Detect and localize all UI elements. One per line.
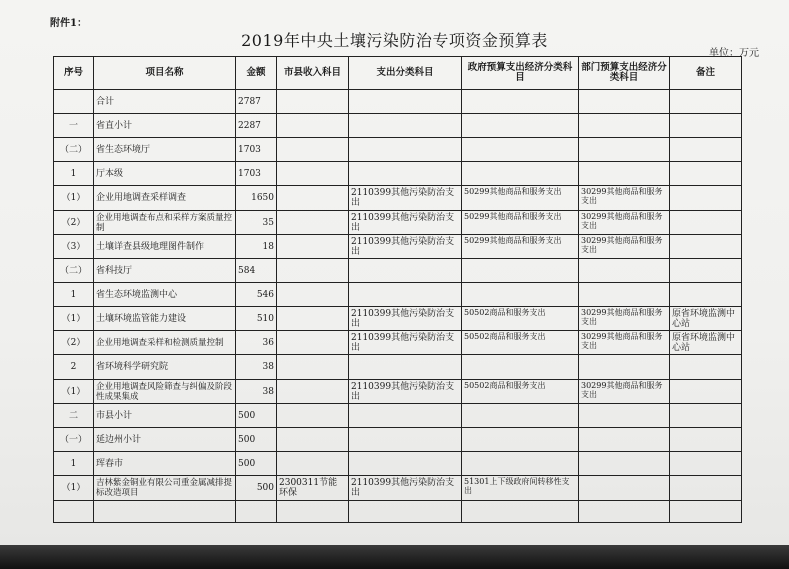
cell-dept-econ-subject	[579, 283, 670, 307]
cell-seq: （1）	[54, 186, 94, 211]
cell-seq: 1	[54, 162, 94, 186]
cell-city-income-subject	[277, 307, 349, 331]
table-row	[54, 138, 742, 162]
cell-dept-econ-subject	[579, 114, 670, 138]
cell-city-income-subject	[277, 235, 349, 259]
cell-project-name: 企业用地调查布点和采样方案质量控制	[94, 211, 236, 235]
cell-expense-subject: 2110399其他污染防治支出	[349, 307, 462, 331]
cell-city-income-subject	[277, 186, 349, 211]
cell-remark	[670, 186, 742, 211]
cell-city-income-subject	[277, 404, 349, 428]
table-row	[54, 235, 742, 259]
cell-gov-econ-subject	[462, 404, 579, 428]
cell-remark	[670, 235, 742, 259]
cell-remark	[670, 259, 742, 283]
table-row	[54, 476, 742, 501]
cell-city-income-subject	[277, 162, 349, 186]
table-row	[54, 186, 742, 211]
cell-remark	[670, 428, 742, 452]
cell-expense-subject: 2110399其他污染防治支出	[349, 380, 462, 404]
cell-city-income-subject	[277, 428, 349, 452]
cell-remark	[670, 211, 742, 235]
table-row	[54, 114, 742, 138]
cell-seq: （2）	[54, 331, 94, 355]
cell-city-income-subject	[277, 211, 349, 235]
table-row	[54, 211, 742, 235]
cell-dept-econ-subject: 30299其他商品和服务支出	[579, 235, 670, 259]
cell-expense-subject	[349, 259, 462, 283]
cell-project-name: 市县小计	[94, 404, 236, 428]
scan-edge-shadow	[0, 545, 789, 569]
cell-gov-econ-subject	[462, 90, 579, 114]
cell-amount: 500	[236, 452, 277, 476]
header-project-name: 项目名称	[94, 57, 236, 90]
cell-city-income-subject	[277, 331, 349, 355]
cell-project-name	[94, 501, 236, 523]
table-header	[54, 57, 742, 90]
cell-amount: 584	[236, 259, 277, 283]
cell-gov-econ-subject: 50502商品和服务支出	[462, 380, 579, 404]
cell-dept-econ-subject: 30299其他商品和服务支出	[579, 307, 670, 331]
cell-seq: 1	[54, 283, 94, 307]
table-row	[54, 283, 742, 307]
cell-project-name: 珲春市	[94, 452, 236, 476]
cell-remark	[670, 501, 742, 523]
cell-project-name: 吉林紫金铜业有限公司重金属减排提标改造项目	[94, 476, 236, 501]
cell-gov-econ-subject	[462, 355, 579, 380]
cell-expense-subject	[349, 114, 462, 138]
cell-seq: 2	[54, 355, 94, 380]
unit-label: 单位：万元	[709, 48, 759, 59]
cell-gov-econ-subject	[462, 114, 579, 138]
cell-dept-econ-subject	[579, 404, 670, 428]
cell-amount: 2787	[236, 90, 277, 114]
cell-dept-econ-subject: 30299其他商品和服务支出	[579, 331, 670, 355]
cell-gov-econ-subject	[462, 259, 579, 283]
cell-amount	[236, 501, 277, 523]
cell-amount: 35	[236, 211, 277, 235]
cell-remark	[670, 355, 742, 380]
table-body	[54, 90, 742, 523]
budget-table	[53, 56, 742, 523]
cell-seq: （一）	[54, 428, 94, 452]
cell-amount: 510	[236, 307, 277, 331]
cell-project-name: 土壤详查县级地理图件制作	[94, 235, 236, 259]
cell-amount: 2287	[236, 114, 277, 138]
cell-dept-econ-subject	[579, 428, 670, 452]
cell-dept-econ-subject: 30299其他商品和服务支出	[579, 186, 670, 211]
document-title: 2019年中央土壤污染防治专项资金预算表	[241, 31, 548, 50]
cell-seq: 一	[54, 114, 94, 138]
cell-city-income-subject	[277, 355, 349, 380]
cell-remark	[670, 404, 742, 428]
header-city-income-subject: 市县收入科目	[277, 57, 349, 90]
cell-amount: 38	[236, 380, 277, 404]
cell-project-name: 合计	[94, 90, 236, 114]
cell-amount: 500	[236, 428, 277, 452]
table-row	[54, 380, 742, 404]
cell-city-income-subject	[277, 138, 349, 162]
cell-seq: （二）	[54, 259, 94, 283]
cell-city-income-subject	[277, 90, 349, 114]
cell-seq: （二）	[54, 138, 94, 162]
cell-remark	[670, 283, 742, 307]
cell-expense-subject: 2110399其他污染防治支出	[349, 331, 462, 355]
cell-gov-econ-subject: 50299其他商品和服务支出	[462, 186, 579, 211]
cell-expense-subject	[349, 138, 462, 162]
header-dept-econ-subject: 部门预算支出经济分类科目	[579, 57, 670, 90]
cell-seq: （2）	[54, 211, 94, 235]
cell-amount: 546	[236, 283, 277, 307]
cell-expense-subject	[349, 452, 462, 476]
cell-dept-econ-subject	[579, 162, 670, 186]
cell-dept-econ-subject	[579, 501, 670, 523]
cell-seq: （3）	[54, 235, 94, 259]
table-row	[54, 355, 742, 380]
cell-amount: 500	[236, 476, 277, 501]
header-gov-econ-subject: 政府预算支出经济分类科目	[462, 57, 579, 90]
cell-amount: 36	[236, 331, 277, 355]
cell-gov-econ-subject: 50299其他商品和服务支出	[462, 211, 579, 235]
cell-amount: 1703	[236, 138, 277, 162]
cell-project-name: 省生态环境厅	[94, 138, 236, 162]
cell-city-income-subject	[277, 452, 349, 476]
table-row	[54, 331, 742, 355]
cell-project-name: 厅本级	[94, 162, 236, 186]
cell-dept-econ-subject	[579, 90, 670, 114]
cell-gov-econ-subject: 50502商品和服务支出	[462, 331, 579, 355]
cell-dept-econ-subject	[579, 452, 670, 476]
cell-project-name: 省科技厅	[94, 259, 236, 283]
cell-seq: 1	[54, 452, 94, 476]
cell-project-name: 企业用地调查采样调查	[94, 186, 236, 211]
table-row	[54, 452, 742, 476]
table-row	[54, 90, 742, 114]
cell-remark: 原省环境监测中心站	[670, 331, 742, 355]
cell-city-income-subject	[277, 114, 349, 138]
cell-seq: （1）	[54, 380, 94, 404]
cell-project-name: 省环境科学研究院	[94, 355, 236, 380]
cell-dept-econ-subject: 30299其他商品和服务支出	[579, 380, 670, 404]
cell-gov-econ-subject	[462, 283, 579, 307]
cell-expense-subject	[349, 90, 462, 114]
table-row	[54, 501, 742, 523]
cell-project-name: 企业用地调查风险筛查与纠偏及阶段性成果集成	[94, 380, 236, 404]
cell-gov-econ-subject	[462, 162, 579, 186]
header-amount: 金额	[236, 57, 277, 90]
cell-remark	[670, 162, 742, 186]
cell-gov-econ-subject: 50299其他商品和服务支出	[462, 235, 579, 259]
cell-amount: 18	[236, 235, 277, 259]
table-row	[54, 259, 742, 283]
cell-dept-econ-subject	[579, 476, 670, 501]
cell-city-income-subject	[277, 259, 349, 283]
cell-project-name: 延边州小计	[94, 428, 236, 452]
cell-dept-econ-subject	[579, 259, 670, 283]
header-seq: 序号	[54, 57, 94, 90]
cell-city-income-subject	[277, 283, 349, 307]
cell-gov-econ-subject	[462, 138, 579, 162]
cell-expense-subject: 2110399其他污染防治支出	[349, 186, 462, 211]
cell-expense-subject	[349, 162, 462, 186]
cell-remark	[670, 476, 742, 501]
cell-remark: 原省环境监测中心站	[670, 307, 742, 331]
cell-project-name: 企业用地调查采样和检测质量控制	[94, 331, 236, 355]
cell-remark	[670, 90, 742, 114]
table-row	[54, 428, 742, 452]
cell-expense-subject	[349, 428, 462, 452]
cell-expense-subject	[349, 404, 462, 428]
cell-dept-econ-subject: 30299其他商品和服务支出	[579, 211, 670, 235]
cell-project-name: 省直小计	[94, 114, 236, 138]
cell-gov-econ-subject	[462, 428, 579, 452]
cell-dept-econ-subject	[579, 138, 670, 162]
cell-expense-subject: 2110399其他污染防治支出	[349, 235, 462, 259]
cell-amount: 500	[236, 404, 277, 428]
cell-amount: 38	[236, 355, 277, 380]
cell-city-income-subject: 2300311节能环保	[277, 476, 349, 501]
attachment-label: 附件1：	[50, 18, 87, 29]
cell-seq	[54, 90, 94, 114]
header-expense-subject: 支出分类科目	[349, 57, 462, 90]
cell-remark	[670, 114, 742, 138]
cell-city-income-subject	[277, 380, 349, 404]
cell-seq	[54, 501, 94, 523]
cell-remark	[670, 452, 742, 476]
cell-gov-econ-subject	[462, 452, 579, 476]
table-row	[54, 307, 742, 331]
cell-gov-econ-subject	[462, 501, 579, 523]
cell-expense-subject	[349, 355, 462, 380]
cell-seq: 二	[54, 404, 94, 428]
cell-expense-subject	[349, 501, 462, 523]
cell-expense-subject	[349, 283, 462, 307]
cell-remark	[670, 138, 742, 162]
cell-expense-subject: 2110399其他污染防治支出	[349, 476, 462, 501]
table-row	[54, 162, 742, 186]
cell-gov-econ-subject: 51301上下级政府间转移性支出	[462, 476, 579, 501]
cell-remark	[670, 380, 742, 404]
cell-seq: （1）	[54, 476, 94, 501]
cell-project-name: 土壤环境监管能力建设	[94, 307, 236, 331]
cell-seq: （1）	[54, 307, 94, 331]
cell-city-income-subject	[277, 501, 349, 523]
cell-project-name: 省生态环境监测中心	[94, 283, 236, 307]
header-remark: 备注	[670, 57, 742, 90]
cell-dept-econ-subject	[579, 355, 670, 380]
cell-amount: 1703	[236, 162, 277, 186]
cell-expense-subject: 2110399其他污染防治支出	[349, 211, 462, 235]
cell-gov-econ-subject: 50502商品和服务支出	[462, 307, 579, 331]
cell-amount: 1650	[236, 186, 277, 211]
table-row	[54, 404, 742, 428]
